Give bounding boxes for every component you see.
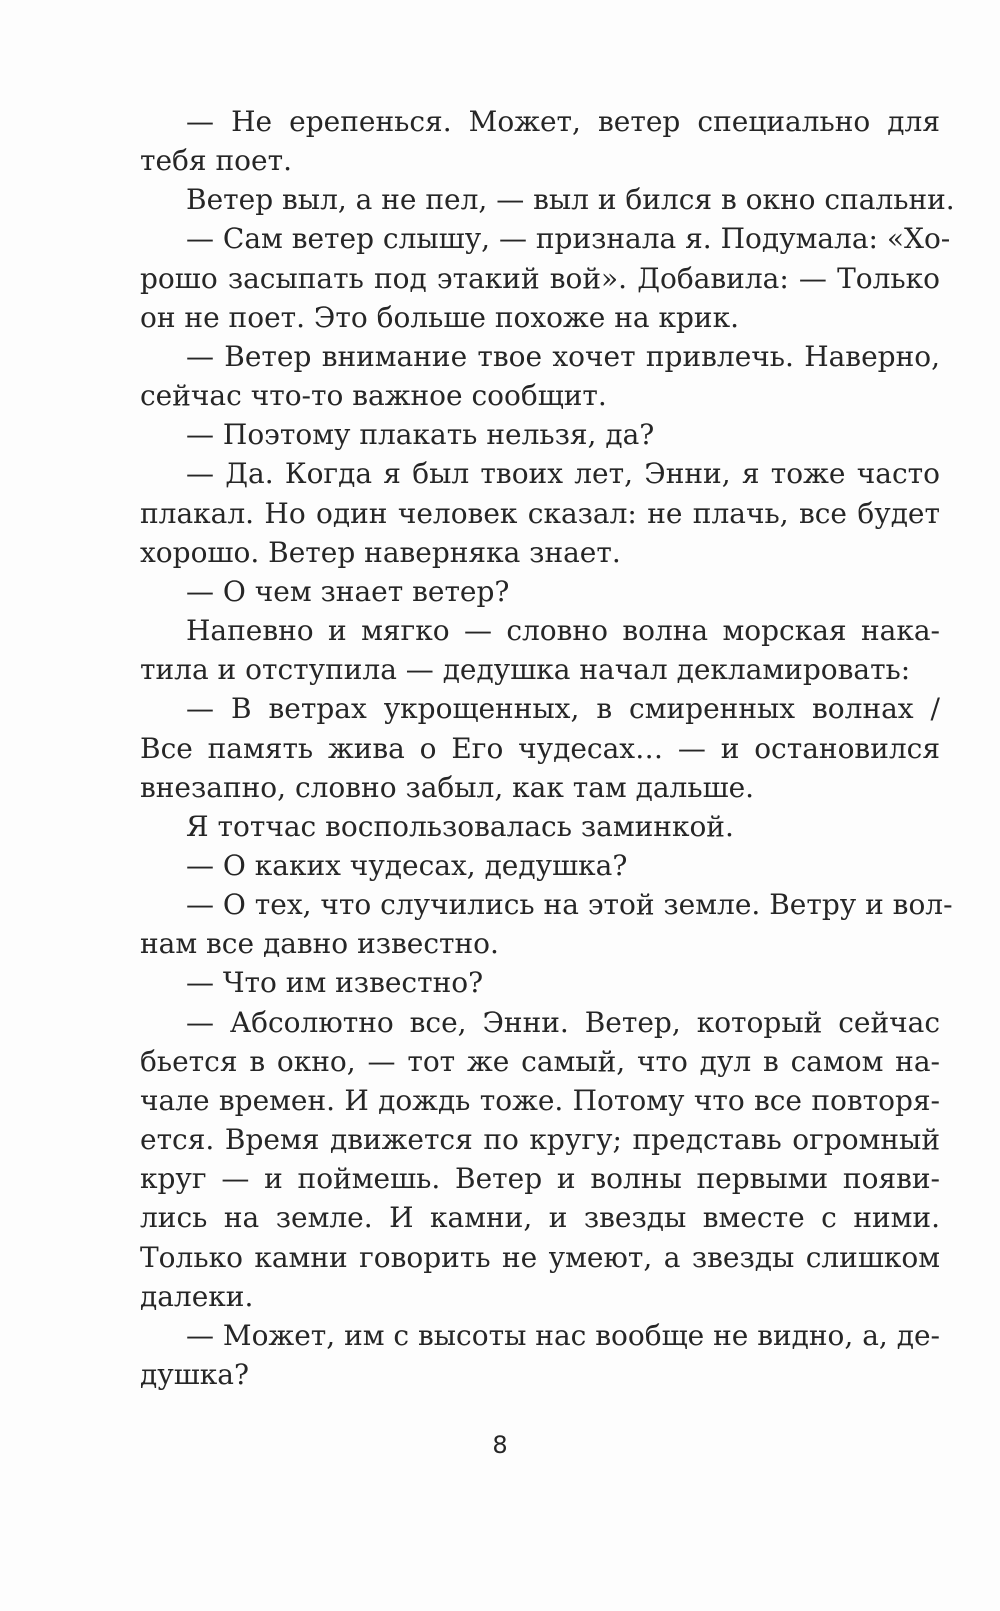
text-line: сейчас что-то важное сообщит. [140,379,607,413]
body-text [140,102,955,1394]
paragraph [140,337,940,415]
text-line: душка? [140,1358,249,1391]
text-line: — О чем знает ветер? [186,574,510,608]
paragraph [140,180,955,219]
page-number: 8 [492,1431,508,1459]
text-line: — О каких чудесах, дедушка? [186,848,628,882]
text-line: далеки. [140,1279,254,1313]
text-line: чале времен. И дождь тоже. Потому что все повторя- [140,1083,940,1117]
paragraph [140,807,940,846]
text-line: — Поэтому плакать нельзя, да? [186,418,655,452]
text-line: — Абсолютно все, Энни. Ветер, который сейчас [186,1005,940,1039]
text-line: лись на земле. И камни, и звезды вместе с ними. [140,1201,940,1235]
text-line: — Что им известно? [186,966,484,1000]
text-line: бьется в окно, — тот же самый, что дул в самом на- [140,1044,940,1078]
text-line: нам все давно известно. [140,927,499,961]
paragraph [140,102,940,180]
text-line: Напевно и мягко — словно волна морская нака- [186,614,940,648]
text-line: — Ветер внимание твое хочет привлечь. Наверно, [186,339,940,373]
paragraph [140,963,940,1002]
text-line: тила и отступила — дедушка начал декламировать: [140,653,911,687]
paragraph [140,885,953,963]
text-line: — О тех, что случились на этой земле. Ветру и вол- [186,888,953,922]
text-line: — Может, им с высоты нас вообще не видно, а, де- [186,1318,940,1352]
text-line: он не поет. Это больше похоже на крик. [140,300,739,334]
paragraph [140,572,940,611]
paragraph [140,415,940,454]
paragraph [140,846,940,885]
paragraph [140,611,940,689]
text-line: ется. Время движется по кругу; представь огромный [140,1123,940,1157]
text-line: — Да. Когда я был твоих лет, Энни, я тоже часто [186,457,940,491]
text-line: Только камни говорить не умеют, а звезды слишком [140,1240,940,1274]
paragraph [140,219,951,336]
text-line: внезапно, словно забыл, как там дальше. [140,770,755,804]
text-line: — В ветрах укрощенных, в смиренных волнах / [186,692,940,726]
paragraph [140,454,940,571]
text-line: круг — и поймешь. Ветер и волны первыми появи- [140,1162,940,1196]
text-line: Ветер выл, а не пел, — выл и бился в окно спальни. [186,183,955,217]
text-line: рошо засыпать под этакий вой». Добавила: — Только [140,261,940,295]
text-line: плакал. Но один человек сказал: не плачь, все будет [140,496,940,530]
text-line: Я тотчас воспользовалась заминкой. [186,809,734,843]
text-line: хорошо. Ветер наверняка знает. [140,535,621,569]
text-line: — Сам ветер слышу, — признала я. Подумала: «Хо- [186,222,951,256]
paragraph [140,689,940,806]
text-line: Все память жива о Его чудесах… — и остановился [140,731,940,765]
text-line: тебя поет. [140,144,292,178]
text-line: — Не ерепенься. Может, ветер специально для [186,105,940,138]
paragraph [140,1003,940,1316]
paragraph [140,1316,940,1394]
